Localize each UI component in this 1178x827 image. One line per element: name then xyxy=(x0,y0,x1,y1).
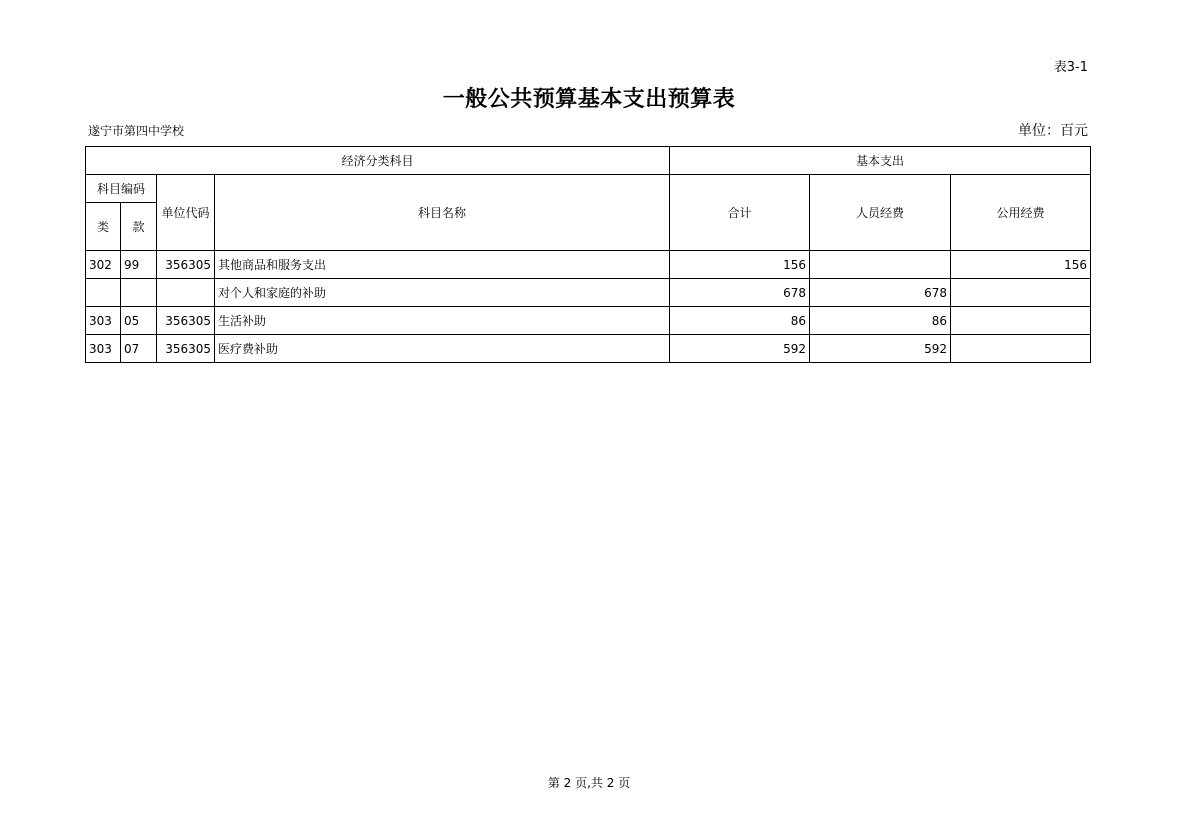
table-row xyxy=(86,307,1091,335)
budget-table xyxy=(85,146,1091,363)
table-row xyxy=(86,251,1091,279)
cell-lei: 303 xyxy=(86,307,121,335)
cell-unit-code xyxy=(157,279,215,307)
header-row-1 xyxy=(86,147,1091,175)
header-lei: 类 xyxy=(86,203,121,251)
page-footer: 第 2 页,共 2 页 xyxy=(547,776,631,790)
cell-lei xyxy=(86,279,121,307)
cell-subject-name: 其他商品和服务支出 xyxy=(215,251,670,279)
cell-unit-code: 356305 xyxy=(157,307,215,335)
cell-kuan xyxy=(121,279,157,307)
cell-unit-code: 356305 xyxy=(157,251,215,279)
cell-total: 86 xyxy=(670,307,810,335)
header-subject-code: 科目编码 xyxy=(86,175,157,203)
unit-name: 遂宁市第四中学校 xyxy=(88,124,185,138)
header-subject-name: 科目名称 xyxy=(215,175,670,251)
cell-kuan: 07 xyxy=(121,335,157,363)
header-unit-code: 单位代码 xyxy=(157,175,215,251)
cell-personnel: 678 xyxy=(810,279,951,307)
table-row xyxy=(86,279,1091,307)
cell-kuan: 99 xyxy=(121,251,157,279)
cell-personnel xyxy=(810,251,951,279)
cell-unit-code: 356305 xyxy=(157,335,215,363)
header-personnel: 人员经费 xyxy=(810,175,951,251)
cell-public xyxy=(951,307,1091,335)
cell-personnel: 86 xyxy=(810,307,951,335)
table-number: 表3-1 xyxy=(1053,60,1088,75)
header-total: 合计 xyxy=(670,175,810,251)
cell-subject-name: 医疗费补助 xyxy=(215,335,670,363)
header-public: 公用经费 xyxy=(951,175,1091,251)
cell-kuan: 05 xyxy=(121,307,157,335)
cell-public: 156 xyxy=(951,251,1091,279)
page-title: 一般公共预算基本支出预算表 xyxy=(442,87,736,112)
table-row xyxy=(86,335,1091,363)
cell-subject-name: 对个人和家庭的补助 xyxy=(215,279,670,307)
cell-public xyxy=(951,279,1091,307)
cell-personnel: 592 xyxy=(810,335,951,363)
header-kuan: 款 xyxy=(121,203,157,251)
cell-total: 592 xyxy=(670,335,810,363)
header-basic-expense: 基本支出 xyxy=(670,147,1091,175)
cell-public xyxy=(951,335,1091,363)
cell-subject-name: 生活补助 xyxy=(215,307,670,335)
header-econ-class: 经济分类科目 xyxy=(86,147,670,175)
unit-label: 单位：百元 xyxy=(1018,123,1088,139)
header-row-2 xyxy=(86,175,1091,203)
cell-lei: 302 xyxy=(86,251,121,279)
cell-total: 156 xyxy=(670,251,810,279)
cell-total: 678 xyxy=(670,279,810,307)
cell-lei: 303 xyxy=(86,335,121,363)
